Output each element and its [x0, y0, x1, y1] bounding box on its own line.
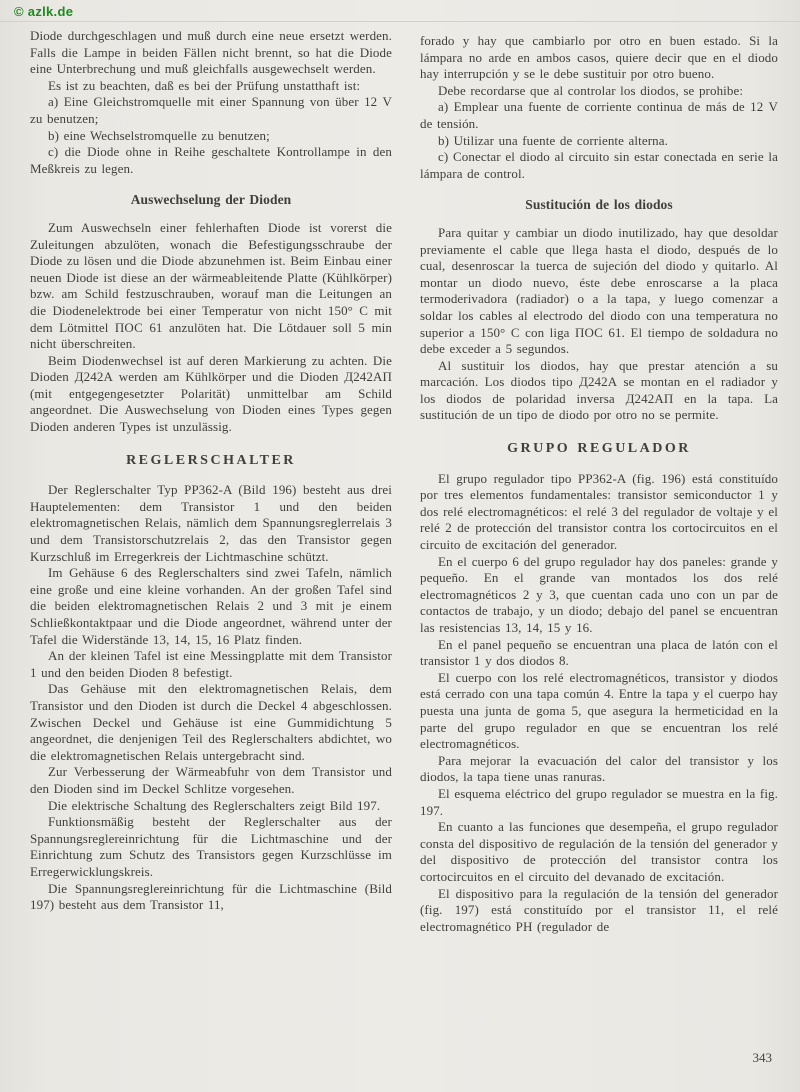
paragraph: En el cuerpo 6 del grupo regulador hay dos paneles: grande y pequeño. En el grande van montados los dos relé electromagnéticos 2 y 3, que cuentan cada uno con un par de contactos de trabajo, y un diodo; debajo del panel se encuentran las resistencias 13, 14, 15 y 16. [420, 553, 778, 635]
watermark-text: © azlk.de [14, 4, 74, 19]
left-column-german [30, 28, 392, 914]
paragraph: Zum Auswechseln einer fehlerhaften Diode ist vorerst die Zuleitungen abzulöten, wonach die Befestigungsschraube der Diode zu lösen und die Diode abzunehmen ist. Beim Einbau einer neuen Diode ist diese an der wärmeableitende Platte (Kühlkörper) bzw. am Schild festzuschrauben, worauf man die Leitungen an die Diodenelektrode bei einer Temperatur von nicht 150° C mit dem Lötmittel ПОС 61 anzulöten hat. Die Lötdauer soll 5 min nicht überschreiten. [30, 219, 392, 352]
paragraph: Al sustituir los diodos, hay que prestar atención a su marcación. Los diodos tipo Д242А se montan en el radiador y los diodos de polaridad inversa Д242АП en la tapa. La sustitución de un tipo de diodo por otro no se permite. [420, 357, 778, 423]
heading-reglerschalter: REGLERSCHALTER [126, 452, 296, 468]
heading-auswechselung-der-dioden: Auswechselung der Dioden [130, 192, 292, 208]
right-column-spanish [420, 33, 778, 935]
paragraph: Die Spannungsreglereinrichtung für die Lichtmaschine (Bild 197) besteht aus dem Transistor 11, [30, 880, 392, 913]
paragraph: Debe recordarse que al controlar los diodos, se prohibe: [438, 82, 744, 98]
paragraph: El dispositivo para la regulación de la tensión del generador (fig. 197) está constituído por el transistor 11, el relé electromagnético PH (regulador de [420, 885, 778, 934]
paragraph: Para mejorar la evacuación del calor del transistor y los diodos, la tapa tiene unas ranuras. [420, 752, 778, 785]
paragraph: Der Reglerschalter Typ PP362-A (Bild 196) besteht aus drei Hauptelementen: dem Transistor 1 und den beiden elektromagnetischen Relais, nämlich dem Spannungsreglerrelais 3 und dem Transistorschutzrelais 2, das den Transistor gegen Kurzschluß im Erregerkreis der Lichtmaschine schützt. [30, 482, 392, 564]
paragraph: El cuerpo con los relé electromagnéticos, transistor y diodos está cerrado con una tapa común 4. Entre la tapa y el cuerpo hay puesta una junta de goma 5, que asegura la hermeticidad en la parte del grupo regulador en que se encuentran los relé electromagnéticos. [420, 669, 778, 752]
heading-grupo-regulador: GRUPO REGULADOR [507, 441, 691, 457]
paragraph: El grupo regulador tipo PP362-A (fig. 196) está constituído por tres elementos fundamentales: transistor semiconductor 1 y dos relé electromagnéticos: el relé 3 del regulador de voltaje y el relé 2 de protección del transistor contra los cortocircuitos en el circuito de excitación del generador. [420, 470, 778, 553]
list-item-b: b) eine Wechselstromquelle zu benutzen; [48, 127, 270, 143]
paragraph: An der kleinen Tafel ist eine Messingplatte mit dem Transistor 1 und den beiden Dioden 8 befestigt. [30, 648, 392, 680]
paragraph: forado y hay que cambiarlo por otro en buen estado. Si la lámpara no arde en ambos casos, quiere decir que en el diodo hay interrupción y se le debe sustituir por otro bueno. [420, 33, 778, 82]
list-item-c: c) Conectar el diodo al circuito sin estar conectada en serie la lámpara de control. [420, 149, 778, 181]
list-item-b: b) Utilizar una fuente de corriente alterna. [438, 132, 668, 148]
paragraph: El esquema eléctrico del grupo regulador se muestra en la fig. 197. [420, 785, 778, 818]
paragraph: Die elektrische Schaltung des Reglerschalters zeigt Bild 197. [48, 797, 381, 813]
paragraph: Para quitar y cambiar un diodo inutilizado, hay que desoldar previamente el cable que llega hasta el diodo, después de lo cual, desenroscar la tuerca de sujeción del diodo y quitarlo. Al montar un diodo nuevo, éste debe enroscarse a la placa termoderivadora (radiador) o a la tapa, y luego comenzar a soldar los cables al electrodo del diodo con una temperatura no superior a 150° C con liga ПОС 61. El tiempo de soldadura no debe exceder a 5 segundos. [420, 224, 778, 357]
paragraph: En cuanto a las funciones que desempeña, el grupo regulador consta del dispositivo de regulación de la tensión del generador y del dispositivo de protección del transistor contra los cortocircuitos en el circuito del devanado de excitación. [420, 819, 778, 884]
page-number: 343 [752, 1050, 772, 1065]
paragraph: Es ist zu beachten, daß es bei der Prüfung unstatthaft ist: [48, 77, 361, 93]
paragraph: Im Gehäuse 6 des Reglerschalters sind zwei Tafeln, nämlich eine große und eine kleine vorhanden. An der großen Tafel sind die beiden elektromagnetischen Relais 2 und 3 mit je einem Schließkontaktpaar und die Diode angeordnet, während unter der Tafel die Widerstände 13, 14, 15, 16 Platz finden. [30, 565, 392, 647]
paragraph: Zur Verbesserung der Wärmeabfuhr von dem Transistor und den Dioden sind im Deckel Schlitze vorgesehen. [30, 764, 392, 796]
heading-sustitucion-de-los-diodos: Sustitución de los diodos [525, 197, 673, 213]
paragraph: Diode durchgeschlagen und muß durch eine neue ersetzt werden. Falls die Lampe in beiden Fällen nicht brennt, so hat die Diode eine Unterbrechung und muß gleichfalls ausgewechselt werden. [30, 28, 392, 77]
list-item-a: a) Emplear una fuente de corriente continua de más de 12 V de tensión. [420, 99, 778, 131]
list-item-a: a) Eine Gleichstromquelle mit einer Spannung von über 12 V zu benutzen; [30, 94, 392, 126]
paragraph: En el panel pequeño se encuentran una placa de latón con el transistor 1 y dos diodos 8. [420, 636, 778, 669]
paragraph: Funktionsmäßig besteht der Reglerschalter aus der Spannungsreglereinrichtung für die Lichtmaschine und der Einrichtung zum Schutz des Transistors gegen Kurzschlüsse im Erregerwicklungskreis. [30, 814, 392, 879]
list-item-c: c) die Diode ohne in Reihe geschaltete Kontrollampe in den Meßkreis zu legen. [30, 144, 392, 176]
watermark-divider [0, 21, 800, 22]
paragraph: Das Gehäuse mit den elektromagnetischen Relais, dem Transistor und den Dioden ist durch die Deckel 4 abgeschlossen. Zwischen Deckel und Gehäuse ist eine Gummidichtung 5 angeordnet, die denjenigen Teil des Reglerschalters abdichtet, wo die elektromagnetischen Relais untergebracht sind. [30, 681, 392, 763]
paragraph: Beim Diodenwechsel ist auf deren Markierung zu achten. Die Dioden Д242А werden am Kühlkörper und die Dioden Д242АП (mit entgegengesetzter Polarität) unmittelbar am Schild angeordnet. Die Auswechselung von Dioden eines Types gegen Dioden anderen Types ist unzulässig. [30, 352, 392, 435]
